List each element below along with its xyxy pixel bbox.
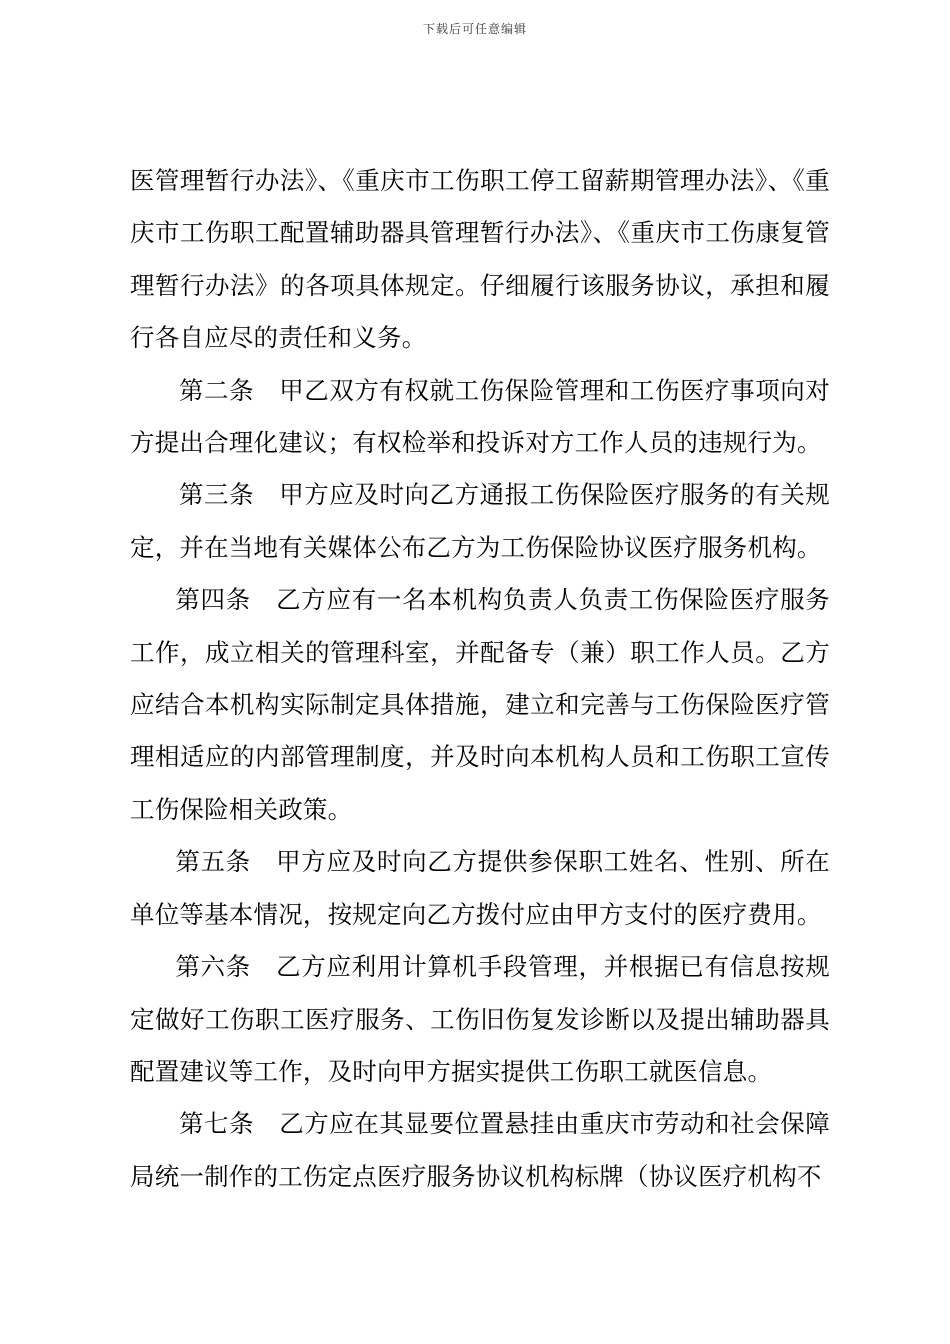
paragraph-article-5: 第五条 甲方应及时向乙方提供参保职工姓名、性别、所在单位等基本情况，按规定向乙方拨付应由甲方支付的医疗费用。: [130, 847, 830, 929]
paragraph-article-6: 第六条 乙方应利用计算机手段管理，并根据已有信息按规定做好工伤职工医疗服务、工伤旧伤复发诊断以及提出辅助器具配置建议等工作，及时向甲方据实提供工伤职工就医信息。: [130, 952, 830, 1086]
page-header: 下载后可任意编辑: [422, 22, 527, 36]
paragraph-continuation: 医管理暂行办法》、《重庆市工伤职工停工留薪期管理办法》、《重庆市工伤职工配置辅助器具管理暂行办法》、《重庆市工伤康复管理暂行办法》的各项具体规定。仔细履行该服务协议，承担和履行各自应尽的责任和义务。: [130, 166, 830, 353]
paragraph-article-3: 第三条 甲方应及时向乙方通报工伤保险医疗服务的有关规定，并在当地有关媒体公布乙方为工伤保险协议医疗服务机构。: [130, 480, 830, 562]
paragraph-article-2: 第二条 甲乙双方有权就工伤保险管理和工伤医疗事项向对方提出合理化建议；有权检举和投诉对方工作人员的违规行为。: [130, 375, 830, 458]
document-body: [130, 155, 830, 1203]
paragraph-article-4: 第四条 乙方应有一名本机构负责人负责工伤保险医疗服务工作，成立相关的管理科室，并配备专（兼）职工作人员。乙方应结合本机构实际制定具体措施，建立和完善与工伤保险医疗管理相适应的内部管理制度，并及时向本机构人员和工伤职工宣传工伤保险相关政策。: [130, 585, 830, 824]
paragraph-article-7: 第七条 乙方应在其显要位置悬挂由重庆市劳动和社会保障局统一制作的工伤定点医疗服务协议机构标牌（协议医疗机构不: [130, 1109, 830, 1191]
